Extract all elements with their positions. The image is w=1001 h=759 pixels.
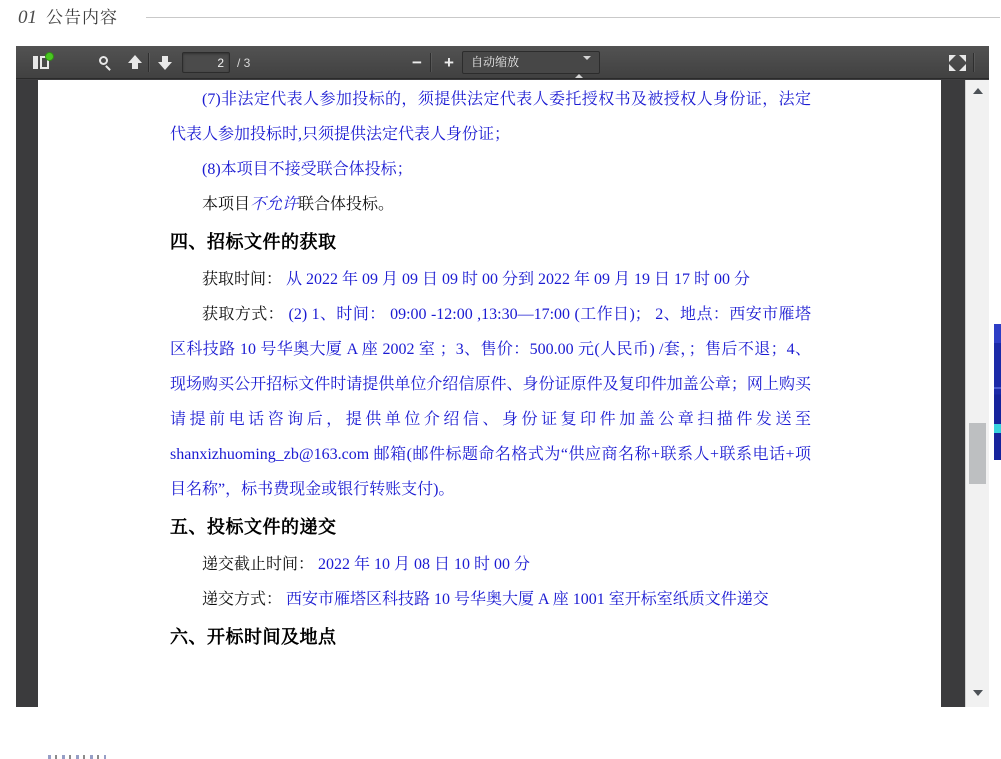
right-edge-widget-fragment [994, 324, 1001, 460]
fullscreen-expand-icon [949, 55, 966, 71]
sidebar-toggle-icon [33, 56, 49, 69]
doc-heading: 六、开标时间及地点 [170, 627, 337, 647]
doc-paragraph [170, 82, 811, 152]
find-button[interactable] [92, 50, 118, 75]
zoom-in-button[interactable] [436, 50, 462, 75]
doc-text-run: 递交截止时间： [202, 556, 319, 573]
search-icon [97, 55, 113, 71]
arrow-down-icon [157, 55, 173, 70]
pdf-scroll-area[interactable] [16, 80, 989, 707]
zoom-level-value: 自动缩放 [471, 55, 520, 69]
triangle-down-icon [973, 690, 983, 696]
doc-paragraph [170, 187, 811, 222]
doc-text-run: 获取方式： [202, 306, 289, 323]
scroll-up-button[interactable] [966, 82, 990, 99]
scrollbar-thumb[interactable] [969, 423, 986, 484]
doc-paragraph [170, 262, 811, 297]
doc-paragraph [170, 547, 811, 582]
doc-heading: 四、招标文件的获取 [170, 232, 337, 252]
chevron-up-down-icon [575, 57, 591, 78]
doc-text-run: (2) 1、时间： 09:00 -12:00 ,13:30—17:00 (工作日)； 2、地点：西安市雁塔区科技路 10 号华奥大厦 A 座 2002 室 ；3、售价：500.00 元(人民币) /套，；售后不退；4、现场购买公开招标文件时请提供单位介绍信原件、身份证原件及复印件加盖公章；网上购买请提前电话咨询后，提供单位介绍信、身份证复印件加盖公章扫描件发送至 shanxizhuoming_zb@163.com 邮箱(邮件标题命名格式为“供应商名称+联系人+联系电话+项目名称”，标书费现金或银行转账支付)。 [170, 306, 811, 498]
doc-text-run: 西安市雁塔区科技路 10 号华奥大厦 A 座 1001 室开标室纸质文件递交 [286, 591, 769, 608]
presentation-mode-button[interactable] [944, 50, 970, 75]
pdf-toolbar [16, 46, 989, 79]
notification-dot-icon [45, 52, 54, 61]
doc-text-run: 本项目 [202, 196, 251, 213]
triangle-up-icon [973, 88, 983, 94]
doc-paragraph [170, 152, 811, 187]
zoom-level-select[interactable] [462, 51, 600, 74]
page-number-input[interactable] [182, 52, 230, 73]
document-text [170, 82, 811, 657]
page-title: 公告内容 [46, 8, 118, 27]
arrow-up-icon [127, 55, 143, 70]
cropped-next-section-text [48, 755, 106, 759]
toolbar-separator [973, 53, 974, 72]
doc-text-run: 从 2022 年 09 月 09 日 09 时 00 分到 2022 年 09 月 19 日 17 时 00 分 [286, 271, 751, 288]
sidebar-toggle-button[interactable] [28, 50, 54, 75]
next-page-button[interactable] [152, 50, 178, 75]
doc-paragraph [170, 297, 811, 507]
doc-text-run: 递交方式： [202, 591, 287, 608]
section-header [18, 6, 118, 30]
doc-text-run: 不允许 [250, 196, 299, 213]
section-number: 01 [18, 7, 37, 28]
zoom-out-button[interactable] [404, 50, 430, 75]
doc-paragraph [170, 582, 811, 617]
doc-text-run: (7)非法定代表人参加投标的，须提供法定代表人委托授权书及被授权人身份证，法定代表人参加投标时,只须提供法定代表人身份证； [170, 91, 811, 143]
scroll-down-button[interactable] [966, 684, 990, 701]
pdf-viewer [16, 46, 989, 707]
toolbar-separator [430, 53, 431, 72]
doc-text-run: 获取时间： [202, 271, 287, 288]
cyan-tick-icon [994, 424, 1001, 433]
toolbar-separator [148, 53, 149, 72]
doc-text-run: 联合体投标。 [298, 196, 395, 213]
previous-page-button[interactable] [122, 50, 148, 75]
vertical-scrollbar[interactable] [965, 80, 989, 707]
minus-icon: − [412, 53, 422, 72]
pdf-page[interactable] [38, 80, 941, 707]
doc-text-run: (8)本项目不接受联合体投标； [202, 161, 413, 178]
doc-text-run: 2022 年 10 月 08 日 10 时 00 分 [318, 556, 531, 573]
page-count-label: / 3 [237, 56, 251, 70]
doc-heading: 五、投标文件的递交 [170, 517, 337, 537]
header-divider [146, 17, 1000, 18]
plus-icon: + [444, 53, 454, 72]
